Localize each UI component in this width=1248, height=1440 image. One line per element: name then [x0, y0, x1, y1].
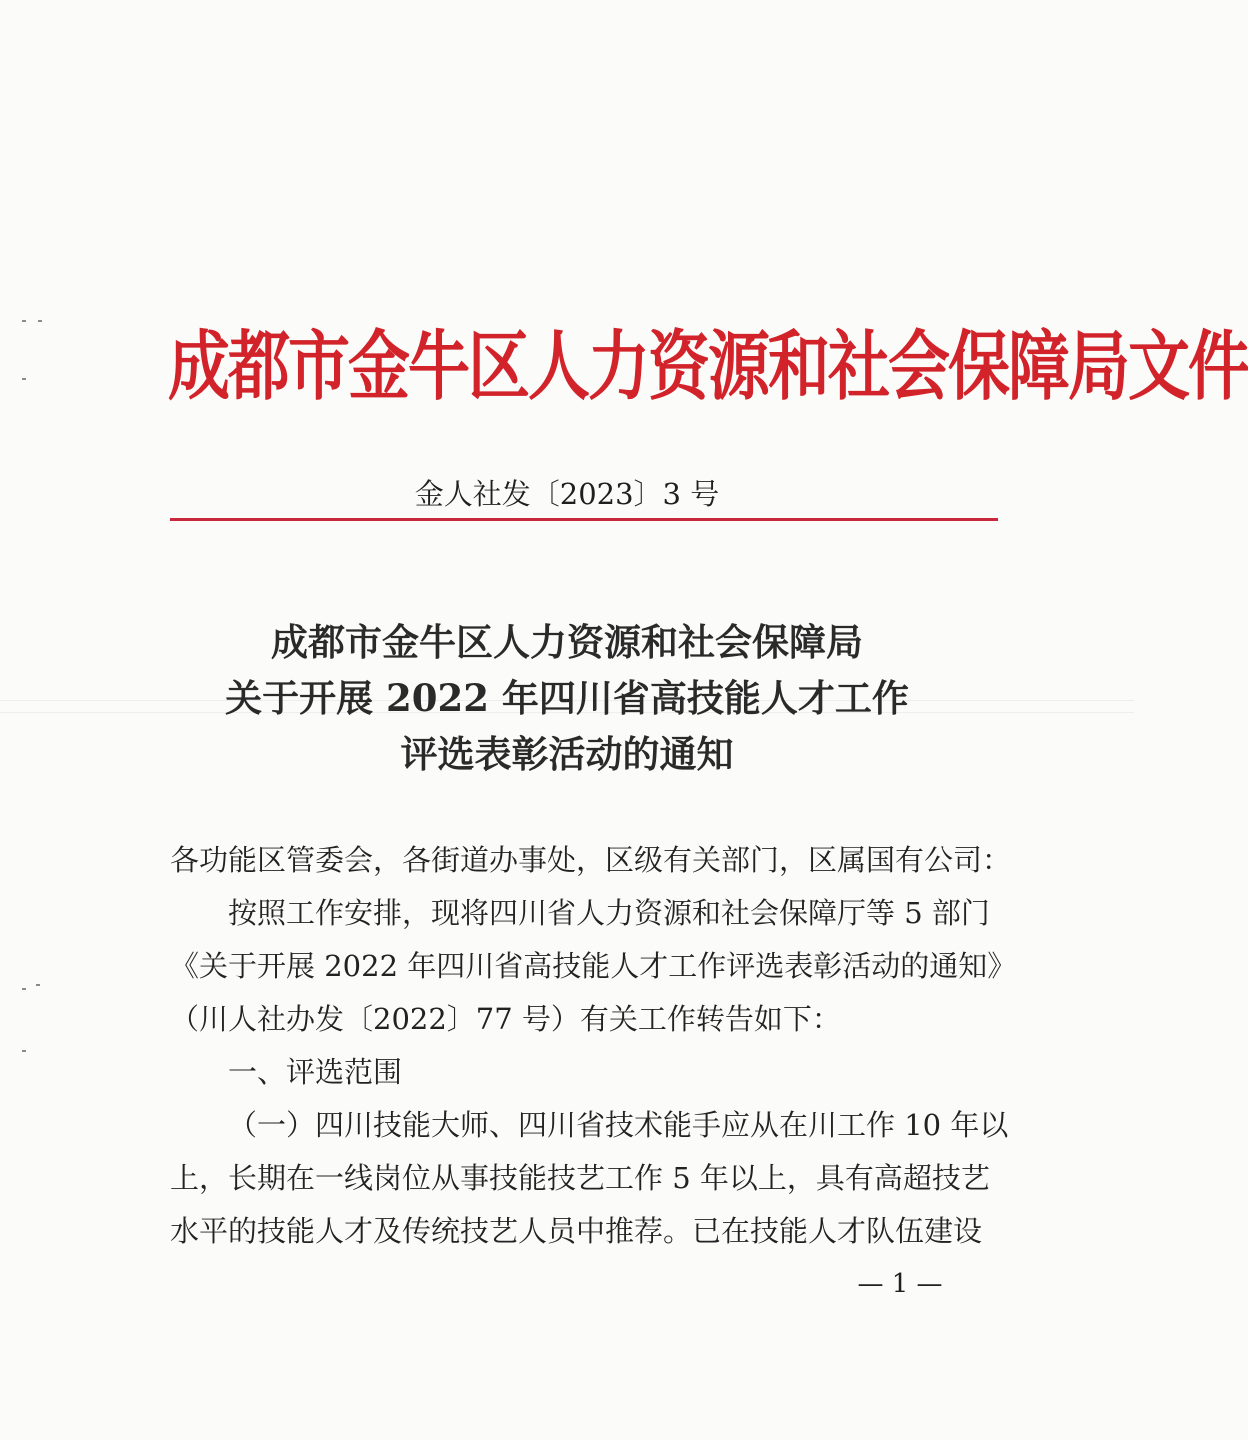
margin-mark [22, 1050, 26, 1052]
margin-mark [38, 320, 42, 322]
notice-body [170, 834, 1017, 1258]
body-paragraph-line: 《关于开展 2022 年四川省高技能人才工作评选表彰活动的通知》 [170, 949, 1017, 983]
body-paragraph-line: 水平的技能人才及传统技艺人员中推荐。已在技能人才队伍建设 [170, 1214, 983, 1248]
body-paragraph-line: 上，长期在一线岗位从事技能技艺工作 5 年以上，具有高超技艺 [170, 1161, 990, 1195]
notice-title-line: 关于开展 2022 年四川省高技能人才工作 [225, 676, 909, 720]
document-number: 金人社发〔2023〕3 号 [414, 477, 720, 511]
notice-title-line: 成都市金牛区人力资源和社会保障局 [271, 620, 863, 664]
page-number: — 1 — [857, 1269, 943, 1299]
margin-mark [36, 984, 40, 986]
body-paragraph-line: （一）四川技能大师、四川省技术能手应从在川工作 10 年以 [228, 1108, 1009, 1142]
margin-mark [22, 320, 26, 322]
masthead-title: 成都市金牛区人力资源和社会保障局文件 [168, 321, 1248, 411]
notice-title [0, 614, 1134, 782]
addressee-line: 各功能区管委会，各街道办事处，区级有关部门，区属国有公司： [170, 843, 1012, 877]
section-heading: 一、评选范围 [228, 1055, 403, 1089]
red-divider-rule [170, 518, 998, 521]
body-paragraph-line: （川人社办发〔2022〕77 号）有关工作转告如下： [170, 1002, 841, 1036]
margin-mark [22, 378, 26, 380]
margin-mark [22, 988, 26, 990]
body-paragraph-line: 按照工作安排，现将四川省人力资源和社会保障厅等 5 部门 [228, 896, 990, 930]
notice-title-line: 评选表彰活动的通知 [400, 732, 734, 776]
